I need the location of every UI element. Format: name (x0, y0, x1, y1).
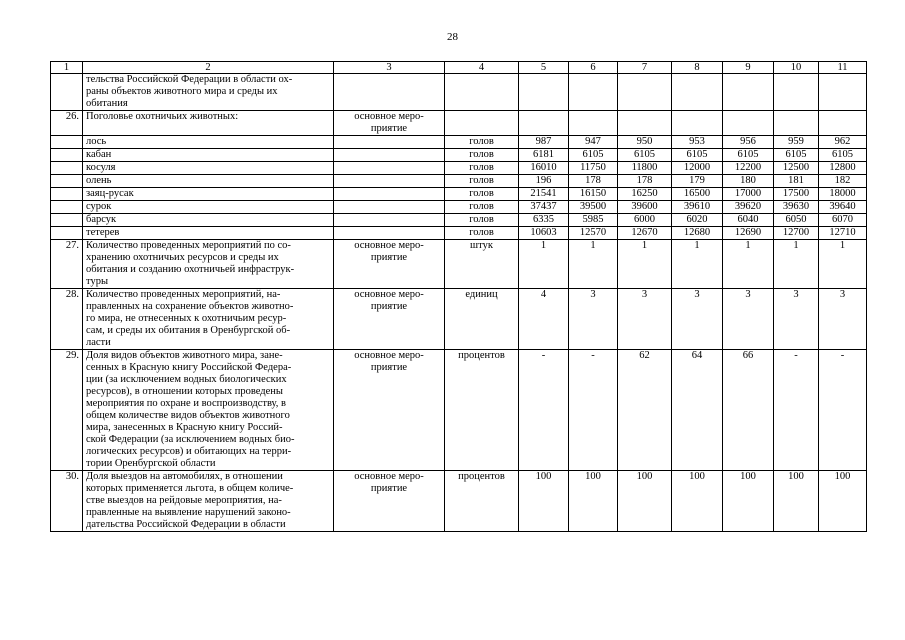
unit-cell: голов (445, 214, 519, 227)
value-cell: 6070 (819, 214, 867, 227)
row-number-cell (51, 214, 83, 227)
event-type (334, 149, 445, 162)
table-row-animal (51, 149, 867, 162)
value-cell: 100 (774, 471, 819, 532)
value-cell: 12690 (723, 227, 774, 240)
event-type (334, 201, 445, 214)
value-cell: 12700 (774, 227, 819, 240)
value-cell: 16150 (569, 188, 618, 201)
column-number-7: 7 (618, 62, 672, 74)
value-cell: 959 (774, 136, 819, 149)
unit-cell: единиц (445, 289, 519, 350)
indicator-name: Доля видов объектов животного мира, зане- сенных в Красную книгу Российской Федера- ции (за исключением водных биологических ресурсов), в отношении которых проведены мероприятия по охране и воспроизводству, в общем количестве видов объектов животного мира, занесенных в Красную книгу Россий- ской Федерации (за исключением водных био- логических ресурсов) и обитающих на терри- тории Оренбургской области (83, 350, 334, 471)
value-cell: 64 (672, 350, 723, 471)
header-row (51, 62, 867, 74)
indicator-name: Поголовье охотничьих животных: (83, 111, 334, 136)
event-type (334, 162, 445, 175)
animal-name: тетерев (83, 227, 334, 240)
value-cell: 100 (672, 471, 723, 532)
unit-cell: голов (445, 136, 519, 149)
unit-cell: голов (445, 149, 519, 162)
value-cell: 3 (774, 289, 819, 350)
value-cell: 12000 (672, 162, 723, 175)
value-cell: 178 (618, 175, 672, 188)
event-type: основное меро- приятие (334, 240, 445, 289)
indicator-name: Количество проведенных мероприятий по со- хранению охотничьих ресурсов и среды их обитания и созданию охотничьей инфраструк- туры (83, 240, 334, 289)
value-cell: 100 (819, 471, 867, 532)
value-cell: 6050 (774, 214, 819, 227)
unit-cell: голов (445, 175, 519, 188)
value-cell: 5985 (569, 214, 618, 227)
value-cell: 3 (618, 289, 672, 350)
row-number-cell: 29. (51, 350, 83, 471)
value-cell: 11800 (618, 162, 672, 175)
value-cell: 39630 (774, 201, 819, 214)
value-cell: 12200 (723, 162, 774, 175)
value-cell: - (519, 350, 569, 471)
value-cell: 100 (569, 471, 618, 532)
column-number-10: 10 (774, 62, 819, 74)
value-cell (519, 74, 569, 111)
event-type: основное меро- приятие (334, 289, 445, 350)
table-row-animal (51, 227, 867, 240)
value-cell (819, 74, 867, 111)
value-cell (672, 74, 723, 111)
value-cell: 178 (569, 175, 618, 188)
value-cell: 39500 (569, 201, 618, 214)
value-cell (672, 111, 723, 136)
value-cell: 39610 (672, 201, 723, 214)
data-table (50, 61, 867, 532)
event-type: основное меро- приятие (334, 471, 445, 532)
column-number-9: 9 (723, 62, 774, 74)
table-row-animal (51, 136, 867, 149)
row-number-cell (51, 149, 83, 162)
value-cell: 21541 (519, 188, 569, 201)
column-number-4: 4 (445, 62, 519, 74)
value-cell: 12800 (819, 162, 867, 175)
table-body (51, 62, 867, 532)
unit-cell: штук (445, 240, 519, 289)
value-cell (723, 111, 774, 136)
value-cell: 3 (672, 289, 723, 350)
event-type (334, 188, 445, 201)
row-number-cell: 26. (51, 111, 83, 136)
value-cell: 100 (723, 471, 774, 532)
value-cell: 16010 (519, 162, 569, 175)
value-cell: 11750 (569, 162, 618, 175)
event-type (334, 214, 445, 227)
value-cell: 179 (672, 175, 723, 188)
row-number-cell: 30. (51, 471, 83, 532)
value-cell: 953 (672, 136, 723, 149)
value-cell: 66 (723, 350, 774, 471)
value-cell: 6105 (672, 149, 723, 162)
value-cell: 3 (723, 289, 774, 350)
value-cell: 39620 (723, 201, 774, 214)
unit-cell: голов (445, 201, 519, 214)
value-cell: 12710 (819, 227, 867, 240)
row-number-cell (51, 201, 83, 214)
indicator-name: Количество проведенных мероприятий, на- правленных на сохранение объектов животно- го мира, не отнесенных к охотничьим ресур- сам, и среды их обитания в Оренбургской об- ласти (83, 289, 334, 350)
table-row-animal (51, 214, 867, 227)
table-row-animal (51, 201, 867, 214)
value-cell (569, 74, 618, 111)
column-number-6: 6 (569, 62, 618, 74)
value-cell: 6105 (774, 149, 819, 162)
value-cell: 947 (569, 136, 618, 149)
value-cell: 1 (723, 240, 774, 289)
value-cell: 1 (672, 240, 723, 289)
value-cell: 17500 (774, 188, 819, 201)
value-cell: 6335 (519, 214, 569, 227)
row-number-cell (51, 188, 83, 201)
row-number-cell (51, 227, 83, 240)
value-cell: 180 (723, 175, 774, 188)
row-number-cell: 28. (51, 289, 83, 350)
value-cell (723, 74, 774, 111)
value-cell: 956 (723, 136, 774, 149)
value-cell (774, 111, 819, 136)
value-cell: 10603 (519, 227, 569, 240)
value-cell: 181 (774, 175, 819, 188)
value-cell: - (774, 350, 819, 471)
value-cell: 3 (819, 289, 867, 350)
value-cell: 37437 (519, 201, 569, 214)
column-number-2: 2 (83, 62, 334, 74)
value-cell: 12670 (618, 227, 672, 240)
value-cell: - (819, 350, 867, 471)
unit-cell: процентов (445, 471, 519, 532)
animal-name: лось (83, 136, 334, 149)
unit-cell: голов (445, 162, 519, 175)
row-number-cell (51, 162, 83, 175)
indicator-name: тельства Российской Федерации в области ох- раны объектов животного мира и среды их обитания (83, 74, 334, 111)
event-type: основное меро- приятие (334, 111, 445, 136)
page-number: 28 (447, 31, 458, 43)
animal-name: косуля (83, 162, 334, 175)
value-cell: 6105 (819, 149, 867, 162)
value-cell: 62 (618, 350, 672, 471)
column-number-5: 5 (519, 62, 569, 74)
value-cell: 6181 (519, 149, 569, 162)
event-type (334, 136, 445, 149)
value-cell: 12680 (672, 227, 723, 240)
unit-cell (445, 74, 519, 111)
value-cell: 182 (819, 175, 867, 188)
table-row-animal (51, 175, 867, 188)
unit-cell: голов (445, 188, 519, 201)
value-cell: 6105 (618, 149, 672, 162)
value-cell: 17000 (723, 188, 774, 201)
value-cell: 1 (519, 240, 569, 289)
value-cell: 100 (519, 471, 569, 532)
value-cell: 39640 (819, 201, 867, 214)
event-type: основное меро- приятие (334, 350, 445, 471)
value-cell (618, 111, 672, 136)
value-cell: 39600 (618, 201, 672, 214)
value-cell: 950 (618, 136, 672, 149)
column-number-8: 8 (672, 62, 723, 74)
value-cell (618, 74, 672, 111)
animal-name: барсук (83, 214, 334, 227)
event-type (334, 227, 445, 240)
value-cell (774, 74, 819, 111)
table-row-28 (51, 289, 867, 350)
table-row-29 (51, 350, 867, 471)
row-number-cell (51, 136, 83, 149)
value-cell: 962 (819, 136, 867, 149)
event-type (334, 74, 445, 111)
unit-cell: голов (445, 227, 519, 240)
row-number-cell: 27. (51, 240, 83, 289)
column-number-11: 11 (819, 62, 867, 74)
value-cell: 18000 (819, 188, 867, 201)
value-cell: 987 (519, 136, 569, 149)
value-cell: 12500 (774, 162, 819, 175)
row-number-cell (51, 74, 83, 111)
value-cell: 6040 (723, 214, 774, 227)
value-cell: 16500 (672, 188, 723, 201)
event-type (334, 175, 445, 188)
value-cell: 6000 (618, 214, 672, 227)
value-cell: 12570 (569, 227, 618, 240)
value-cell: 6105 (723, 149, 774, 162)
column-number-1: 1 (51, 62, 83, 74)
value-cell (519, 111, 569, 136)
value-cell: 100 (618, 471, 672, 532)
value-cell: 4 (519, 289, 569, 350)
value-cell: 6105 (569, 149, 618, 162)
value-cell (819, 111, 867, 136)
table-row-animal (51, 162, 867, 175)
table-row-animal (51, 188, 867, 201)
value-cell: 1 (569, 240, 618, 289)
table-row-27 (51, 240, 867, 289)
value-cell: 16250 (618, 188, 672, 201)
animal-name: заяц-русак (83, 188, 334, 201)
value-cell: 6020 (672, 214, 723, 227)
value-cell: 1 (774, 240, 819, 289)
row-number-cell (51, 175, 83, 188)
value-cell (569, 111, 618, 136)
indicator-name: Доля выездов на автомобилях, в отношении которых применяется льгота, в общем количе- стве выездов на рейдовые мероприятия, на- правленные на выявление нарушений законо- дательства Российской Федерации в области (83, 471, 334, 532)
animal-name: олень (83, 175, 334, 188)
value-cell: 3 (569, 289, 618, 350)
table-row-26 (51, 111, 867, 136)
value-cell: - (569, 350, 618, 471)
unit-cell: процентов (445, 350, 519, 471)
value-cell: 1 (618, 240, 672, 289)
unit-cell (445, 111, 519, 136)
animal-name: сурок (83, 201, 334, 214)
column-number-3: 3 (334, 62, 445, 74)
value-cell: 196 (519, 175, 569, 188)
animal-name: кабан (83, 149, 334, 162)
value-cell: 1 (819, 240, 867, 289)
table-row-continuation (51, 74, 867, 111)
table-row-30 (51, 471, 867, 532)
